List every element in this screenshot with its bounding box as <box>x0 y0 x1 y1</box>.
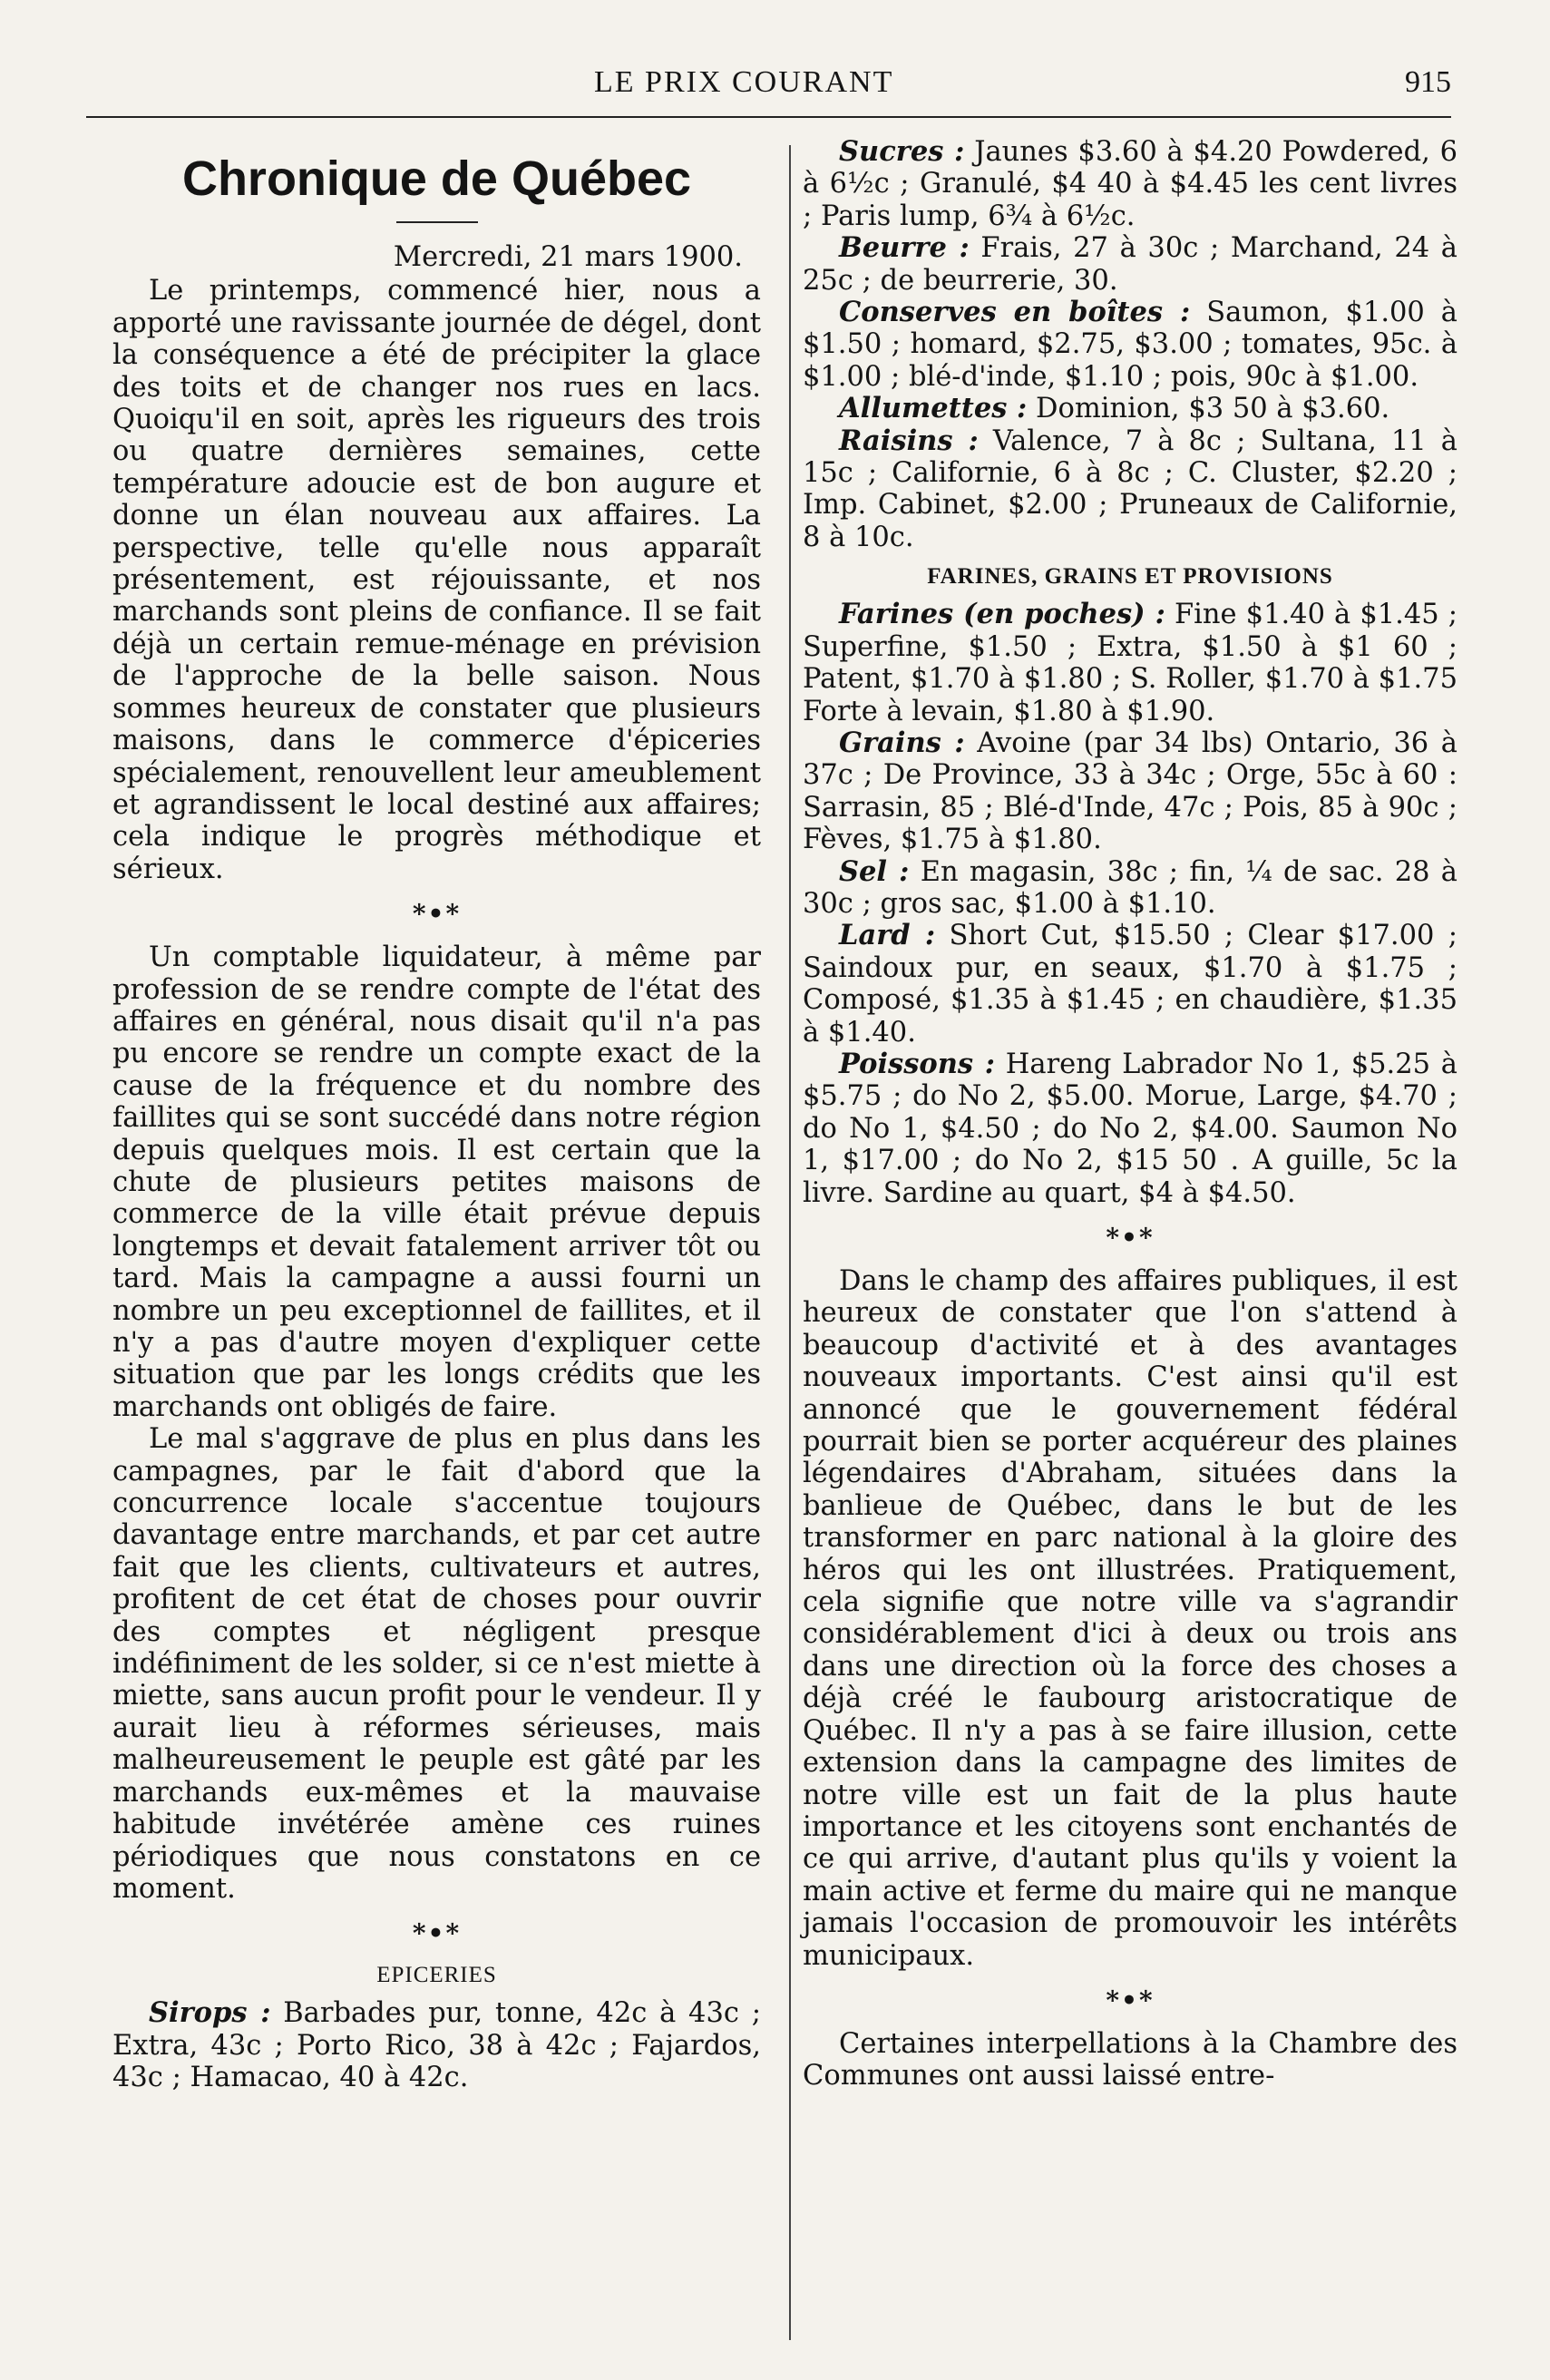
price-item <box>803 599 1457 727</box>
price-label: Poissons : <box>839 1047 996 1080</box>
page-header <box>86 58 1451 103</box>
subheading-epiceries: EPICERIES <box>376 1963 497 1988</box>
dateline: Mercredi, 21 mars 1900. <box>393 241 743 273</box>
left-column <box>112 136 761 2094</box>
asterism: *•* <box>412 899 462 930</box>
price-text: Dominion, $3 50 à $3.60. <box>1036 393 1390 425</box>
price-text: Fine $1.40 à $1.45 ; Superfine, $1.50 ; Extra, $1.50 à $1 60 ; Patent, $1.70 à $1.80 ; S. Roller, $1.70 à $1.75 Forte à levain, $1.80 à $1.90. <box>803 599 1458 727</box>
page-number: 915 <box>1405 65 1451 99</box>
title-rule <box>396 221 478 223</box>
price-text: Short Cut, $15.50 ; Clear $17.00 ; Saindoux pur, en seaux, $1.70 à $1.75 ; Composé, $1.35 à $1.45 ; en chaudière, $1.35 à $1.40. <box>803 920 1457 1049</box>
section-title: Chronique de Québec <box>181 151 692 206</box>
price-text: Frais, 27 à 30c ; Marchand, 24 à 25c ; de beurrerie, 30. <box>803 232 1457 297</box>
price-text: Saumon, $1.00 à $1.50 ; homard, $2.75, $3.00 ; tomates, 95c. à $1.00 ; blé-d'inde, $1.10 ; pois, 90c à $1.00. <box>803 297 1457 393</box>
price-text: Hareng Labrador No 1, $5.25 à $5.75 ; do No 2, $5.00. Morue, Large, $4.70 ; do No 1, $4.50 ; do No 2, $4.00. Saumon No 1, $17.00 ; do No 2, $15 50 . A guille, 5c la livre. Sardine au quart, $4 à $4.50. <box>803 1048 1457 1209</box>
price-item <box>803 920 1457 1049</box>
header-rule <box>86 116 1451 118</box>
price-text: En magasin, 38c ; fin, ¼ de sac. 28 à 30c ; gros sac, $1.00 à $1.10. <box>803 855 1457 920</box>
price-list-groceries <box>803 136 1457 553</box>
price-label: Farines (en poches) : <box>839 598 1165 631</box>
price-label: Sirops : <box>149 1996 271 2030</box>
price-list-provisions <box>803 599 1457 1209</box>
price-text: Avoine (par 34 lbs) Ontario, 36 à 37c ; De Province, 33 à 34c ; Orge, 55c à 60 : Sarrasin, 85 ; Blé-d'Inde, 47c ; Pois, 85 à 90c ; Fèves, $1.75 à $1.80. <box>803 727 1457 856</box>
paragraph: Certaines interpellations à la Chambre des Communes ont aussi laissé entre- <box>803 2027 1457 2092</box>
paragraph: Le mal s'aggrave de plus en plus dans les campagnes, par le fait d'abord que la concurrence locale s'accentue toujours davantage entre marchands, et par cet autre fait que les clients, cultivateurs et autres, profitent de cet état de choses pour ouvrir des comptes et négligent presque indéfiniment de les solder, si ce n'est miette à miette, sans aucun profit pour le vendeur. Il y aurait lieu à réformes sérieuses, mais malheureusement le peuple est gâté par les marchands eux-mêmes et la mauvaise habitude invétérée amène ces ruines périodiques que nous constatons en ce moment. <box>112 1423 761 1905</box>
column-divider <box>789 145 791 2340</box>
price-text: Jaunes $3.60 à $4.20 Powdered, 6 à 6½c ; Granulé, $4 40 à $4.45 les cent livres ; Paris lump, 6¾ à 6½c. <box>803 136 1458 232</box>
subheading-farines: FARINES, GRAINS ET PROVISIONS <box>927 564 1333 590</box>
paragraph: Dans le champ des affaires publiques, il est heureux de constater que l'on s'attend à beaucoup d'activité et à des avantages nouveaux importants. C'est ainsi qu'il est annoncé que le gouvernement fédéral pourrait bien se porter acquéreur des plaines légendaires d'Abraham, situées dans la banlieue de Québec, dans le but de les transformer en parc national à la gloire des héros qui les ont illustrées. Pratiquement, cela signifie que notre ville va s'agrandir considérablement d'ici à deux ou trois ans dans une direction où la force des choses a déjà créé le faubourg aristocratique de Québec. Il n'y a pas à se faire illusion, cette extension dans la campagne des limites de notre ville est un fait de la plus haute importance et les citoyens sont enchantés de ce qui arrive, d'autant plus qu'ils y voient la main active et ferme du maire qui ne manque jamais l'occasion de promouvoir les intérêts municipaux. <box>803 1265 1457 1972</box>
price-item <box>803 1049 1457 1209</box>
journal-title: LE PRIX COURANT <box>594 65 894 99</box>
right-column <box>803 136 1457 2092</box>
price-item <box>803 727 1457 856</box>
paragraph: Un comptable liquidateur, à même par profession de se rendre compte de l'état des affaires en général, nous disait qu'il n'a pas pu encore se rendre un compte exact de la cause de la fréquence et du nombre des faillites qui se sont succédé dans notre région depuis quelques mois. Il est certain que la chute de plusieurs petites maisons de commerce de la ville était prévue depuis longtemps et devait fatalement arriver tôt ou tard. Mais la campagne a aussi fourni un nombre un peu exceptionnel de faillites, et il n'y a pas d'autre moyen d'expliquer cette situation que par les longs crédits que les marchands ont obligés de faire. <box>112 941 761 1423</box>
price-item <box>112 1997 761 2093</box>
price-item <box>803 297 1457 393</box>
price-item <box>803 393 1457 424</box>
price-text: Valence, 7 à 8c ; Sultana, 11 à 15c ; Californie, 6 à 8c ; C. Cluster, $2.20 ; Imp. Cabinet, $2.00 ; Pruneaux de Californie, 8 à 10c. <box>803 424 1457 553</box>
asterism: *•* <box>1106 1223 1155 1253</box>
price-label: Grains : <box>839 726 965 759</box>
price-item <box>803 232 1457 297</box>
asterism: *•* <box>412 1918 462 1949</box>
price-label: Conserves en boîtes : <box>839 296 1191 329</box>
price-label: Raisins : <box>839 424 979 457</box>
price-label: Beurre : <box>839 231 970 265</box>
price-item <box>803 425 1457 554</box>
price-label: Sucres : <box>839 135 965 168</box>
price-label: Allumettes : <box>839 392 1028 425</box>
price-item <box>803 856 1457 921</box>
asterism: *•* <box>1106 1985 1155 2015</box>
price-text: Barbades pur, tonne, 42c à 43c ; Extra, 43c ; Porto Rico, 38 à 42c ; Fajardos, 43c ; Hamacao, 40 à 42c. <box>112 1997 761 2094</box>
price-label: Lard : <box>839 919 936 952</box>
price-label: Sel : <box>839 854 910 888</box>
paragraph: Le printemps, commencé hier, nous a apporté une ravissante journée de dégel, dont la conséquence a été de précipiter la glace des toits et de changer nos rues en lacs. Quoiqu'il en soit, après les rigueurs des trois ou quatre dernières semaines, cette température adoucie est de bon augure et donne un élan nouveau aux affaires. La perspective, telle qu'elle nous apparaît présentement, est réjouissante, et nos marchands sont pleins de confiance. Il se fait déjà un certain remue-ménage en prévision de l'approche de la belle saison. Nous sommes heureux de constater que plusieurs maisons, dans le commerce d'épiceries spécialement, renouvellent leur ameublement et agrandissent le local destiné aux affaires; cela indique le progrès méthodique et sérieux. <box>112 275 761 885</box>
price-item <box>803 136 1457 232</box>
